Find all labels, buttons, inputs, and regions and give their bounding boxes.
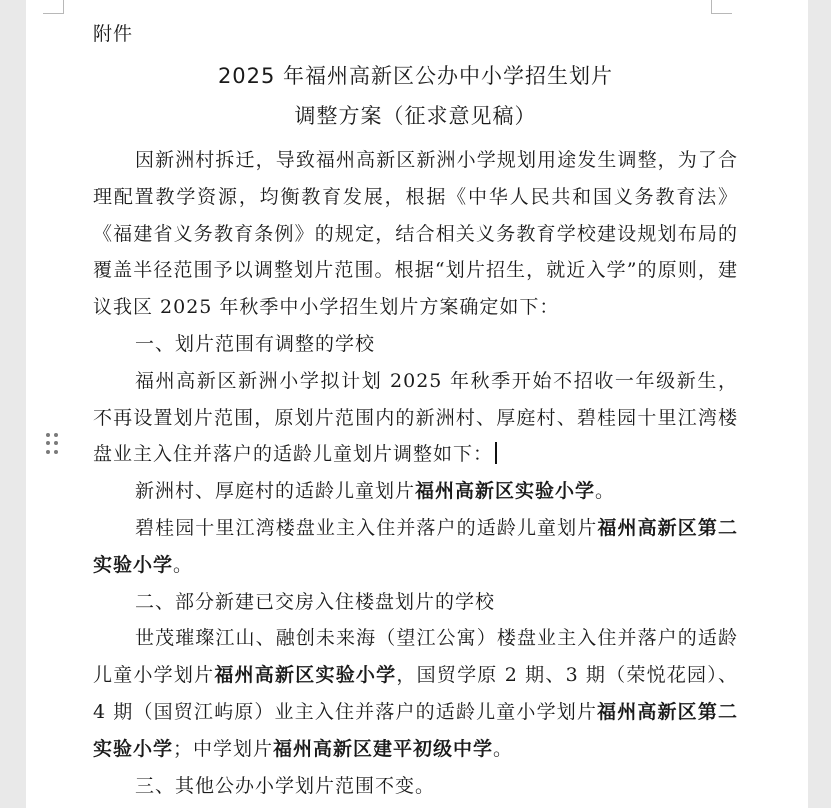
section2-text-b: ，国贸学原 2 期、3 期（荣悦花园）、4 期（国贸江屿原）业主入住并落户的适龄儿童小学划片: [93, 664, 738, 723]
margin-corner-mark-left: [43, 0, 64, 14]
section2-text-a: 世茂璀璨江山、融创未来海（望江公寓）楼盘业主入住并落户的适龄儿童小学划片: [93, 627, 738, 687]
document-title-line2: 调整方案（征求意见稿）: [294, 104, 537, 128]
school-name-bold: 福州高新区第二实验小学: [93, 700, 738, 760]
drag-handle-icon[interactable]: [46, 433, 58, 455]
section1-paragraph3: [93, 510, 738, 584]
school-name-bold: 福州高新区建平初级中学: [273, 737, 494, 760]
section2-text-c: ；中学划片: [173, 737, 274, 760]
section1-paragraph1-text: 福州高新区新洲小学拟计划 2025 年秋季开始不招收一年级新生，不再设置划片范围，原划片范围内的新洲村、厚庭村、碧桂园十里江湾楼盘业主入住并落户的适龄儿童划片调整如下：: [93, 369, 738, 466]
section2-heading: 二、部分新建已交房入住楼盘划片的学校: [135, 590, 496, 613]
section1-paragraph3-end: 。: [173, 553, 194, 576]
section2-text-d: 。: [493, 737, 514, 760]
document-title-line1: 2025 年福州高新区公办中小学招生划片: [217, 64, 614, 88]
section1-paragraph2-end: 。: [595, 480, 616, 503]
text-cursor: [495, 442, 497, 464]
section1-paragraph2-text: 新洲村、厚庭村的适龄儿童划片: [135, 480, 416, 503]
section1-heading: 一、划片范围有调整的学校: [135, 332, 376, 355]
section1-paragraph3-text: 碧桂园十里江湾楼盘业主入住并落户的适龄儿童划片: [135, 516, 598, 539]
section3-heading: 三、其他公办小学划片范围不变。: [135, 774, 436, 797]
section1-paragraph2: [93, 473, 738, 510]
margin-corner-mark-right: [711, 0, 732, 14]
school-name-bold: 福州高新区实验小学: [214, 664, 397, 687]
school-name-bold: 福州高新区第二实验小学: [93, 516, 738, 576]
document-body[interactable]: [93, 18, 738, 804]
intro-paragraph: 因新洲村拆迁，导致福州高新区新洲小学规划用途发生调整，为了合理配置教学资源，均衡教育发展，根据《中华人民共和国义务教育法》《福建省义务教育条例》的规定，结合相关义务教育学校建设规划布局的覆盖半径范围予以调整划片范围。根据“划片招生，就近入学”的原则，建议我区 2025 年秋季中小学招生划片方案确定如下：: [93, 149, 738, 319]
school-name-bold: 福州高新区实验小学: [415, 480, 596, 503]
section2-paragraph: [93, 620, 738, 767]
section1-paragraph1: [93, 363, 738, 473]
attachment-label: 附件: [93, 23, 134, 45]
